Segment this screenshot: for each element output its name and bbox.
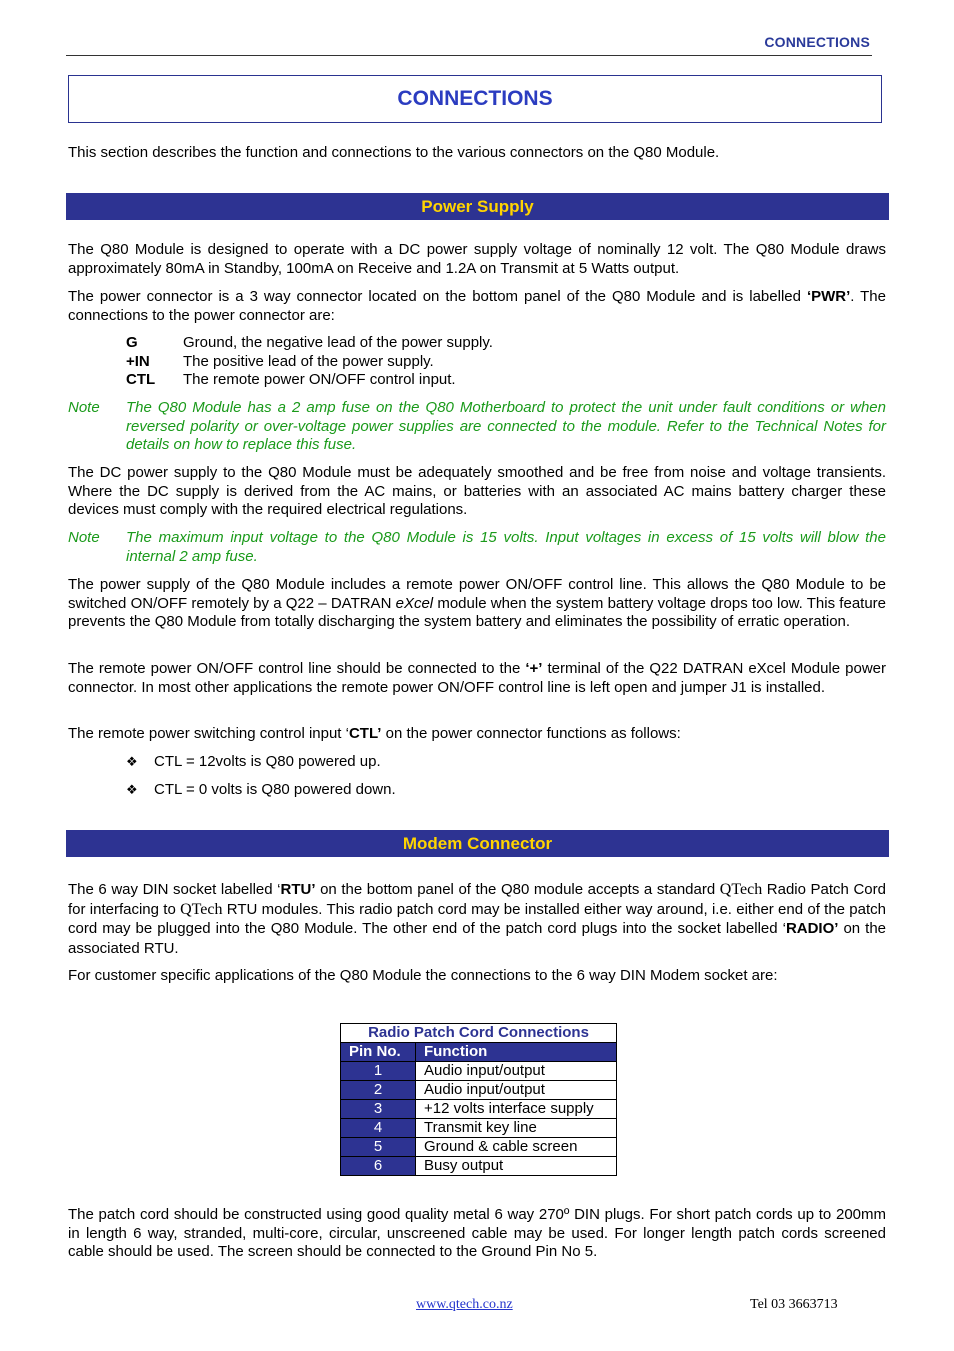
running-header: CONNECTIONS: [764, 34, 870, 50]
definition-row: G Ground, the negative lead of the power supply.: [126, 334, 493, 351]
modem-paragraph-2: For customer specific applications of the Q80 Module the connections to the 6 way DIN Modem socket are:: [68, 967, 778, 984]
definition-row: CTL The remote power ON/OFF control input.: [126, 371, 456, 388]
power-heading: Power Supply: [421, 196, 534, 216]
table-row: 5 Ground & cable screen: [341, 1138, 617, 1157]
power-paragraph-5: The remote power ON/OFF control line should be connected to the ‘+’ terminal of the Q22 DATRAN eXcel Module power connector. In most other applications the remote power ON/OFF control line is left open and jumper J1 is installed.: [68, 660, 886, 696]
list-item: ❖ CTL = 12volts is Q80 powered up.: [126, 753, 381, 770]
power-paragraph-6: The remote power switching control input ‘CTL’ on the power connector functions as follows:: [68, 725, 681, 742]
table-caption: Radio Patch Cord Connections: [341, 1024, 617, 1043]
table-row: 2 Audio input/output: [341, 1081, 617, 1100]
power-paragraph-3: The DC power supply to the Q80 Module must be adequately smoothed and be free from noise and voltage transients. Where the DC supply is derived from the AC mains, or batteries with an associated AC mains battery charger these devices must comply with the required electrical regulations.: [68, 464, 886, 518]
diamond-bullet-icon: ❖: [126, 781, 138, 797]
table-row: 1 Audio input/output: [341, 1062, 617, 1081]
patch-cord-table: [340, 1023, 617, 1176]
power-connector-definitions: [126, 334, 493, 390]
note-fuse: [68, 399, 886, 455]
intro-paragraph: This section describes the function and connections to the various connectors on the Q80 Module.: [68, 144, 720, 161]
table-row: 6 Busy output: [341, 1157, 617, 1176]
section-heading-modem: [66, 830, 889, 857]
footer-telephone: Tel 03 3663713: [750, 1297, 838, 1312]
note-text: The Q80 Module has a 2 amp fuse on the Q80 Motherboard to protect the unit under fault conditions or when reversed polarity or over-voltage power supplies are connected to the module. Refer to the Technical Notes for details on how to replace this fuse.: [126, 399, 886, 453]
page-title: CONNECTIONS: [397, 87, 553, 110]
modem-paragraph-1: The 6 way DIN socket labelled ‘RTU’ on the bottom panel of the Q80 module accepts a standard QTech Radio Patch Cord for interfacing to QTech RTU modules. This radio patch cord may be installed either way around, i.e. either end of the patch cord may be plugged into the Q80 Module. The other end of the patch cord plugs into the socket labelled ‘RADIO’ on the associated RTU.: [68, 881, 887, 957]
definition-row: +IN The positive lead of the power supply.: [126, 352, 434, 370]
section-heading-power: [66, 193, 889, 220]
note-label: Note: [68, 399, 100, 416]
diamond-bullet-icon: ❖: [126, 753, 138, 769]
page-title-box: [68, 75, 882, 123]
table-row: 3 +12 volts interface supply: [341, 1100, 617, 1119]
modem-paragraph-3: The patch cord should be constructed using good quality metal 6 way 270º DIN plugs. For short patch cords up to 200mm in length 6 way, stranded, multi-core, circular, unscreened cable may be used. For longer length patch cords screened cable should be used. The screen should be connected to the Ground Pin No 5.: [68, 1206, 886, 1260]
note-max-voltage: [68, 529, 886, 566]
column-header-function: Function: [416, 1043, 617, 1062]
footer-website-link[interactable]: www.qtech.co.nz: [416, 1297, 513, 1312]
power-paragraph-1: The Q80 Module is designed to operate with a DC power supply voltage of nominally 12 volt. The Q80 Module draws approximately 80mA in Standby, 100mA on Receive and 1.2A on Transmit at 5 Watts output.: [68, 241, 886, 277]
table-row: 4 Transmit key line: [341, 1119, 617, 1138]
header-rule: [66, 55, 872, 56]
note-label: Note: [68, 529, 100, 546]
note-text: The maximum input voltage to the Q80 Module is 15 volts. Input voltages in excess of 15 volts will blow the internal 2 amp fuse.: [126, 529, 886, 565]
list-item: ❖ CTL = 0 volts is Q80 powered down.: [126, 781, 396, 798]
column-header-pin: Pin No.: [341, 1043, 416, 1062]
power-paragraph-2: The power connector is a 3 way connector located on the bottom panel of the Q80 Module and is labelled ‘PWR’. The connections to the power connector are:: [68, 288, 886, 324]
modem-heading: Modem Connector: [402, 833, 553, 853]
power-paragraph-4: The power supply of the Q80 Module includes a remote power ON/OFF control line. This allows the Q80 Module to be switched ON/OFF remotely by a Q22 – DATRAN eXcel module when the system battery voltage drops too low. This feature prevents the Q80 Module from totally discharging the system battery and eliminates the possibility of erratic operation.: [68, 576, 887, 630]
